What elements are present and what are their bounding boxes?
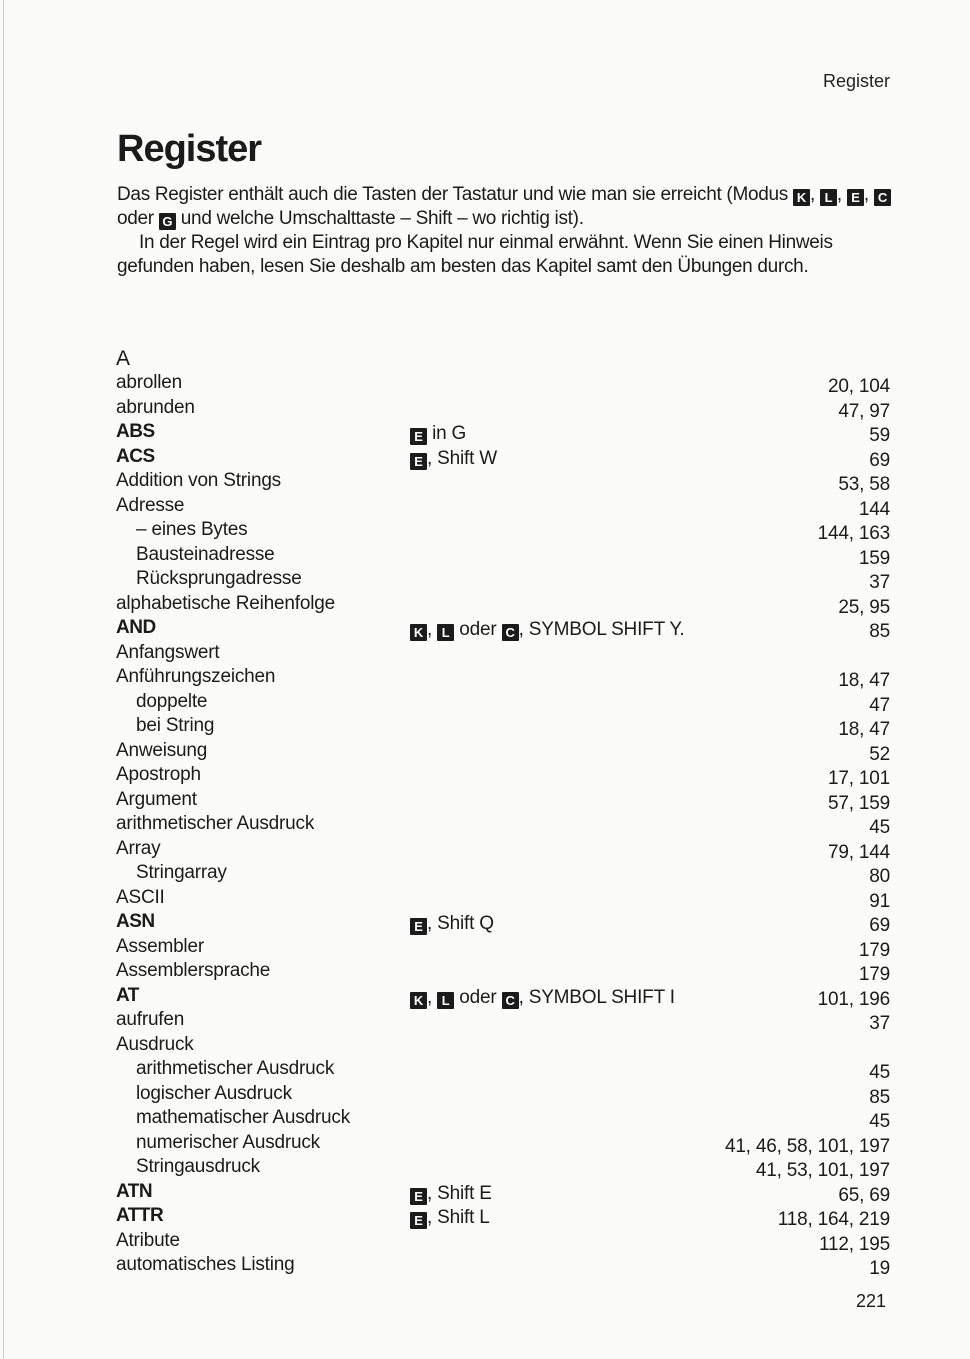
index-term: Rücksprungadresse (136, 568, 302, 589)
index-list (112, 345, 890, 1279)
index-term: bei String (136, 715, 215, 736)
key-c-icon: C (874, 189, 891, 206)
index-entry (112, 911, 890, 936)
index-entry (112, 1034, 890, 1059)
index-term: Array (116, 837, 161, 859)
page-refs: 65, 69 (838, 1184, 890, 1206)
index-term: Addition von Strings (116, 470, 281, 491)
index-term: arithmetischer Ausdruck (136, 1058, 335, 1079)
key-g-icon: G (159, 213, 176, 230)
page-refs: 69 (869, 449, 890, 471)
command-keyword: ATN (116, 1180, 153, 1202)
index-entry (112, 764, 890, 789)
index-term: Bausteinadresse (136, 543, 275, 565)
index-entry (112, 446, 890, 471)
command-keyword: AND (116, 617, 156, 638)
index-entry (112, 691, 890, 716)
section-letter: A (116, 347, 131, 370)
inline-text: , (809, 184, 820, 205)
inline-text: oder (454, 986, 502, 1008)
key-access (410, 619, 684, 641)
inline-text: , (427, 619, 438, 640)
index-entry (112, 789, 890, 814)
page-refs: 17, 101 (828, 768, 890, 789)
index-term: – eines Bytes (136, 519, 248, 540)
page-refs: 37 (869, 1013, 890, 1034)
index-term: Stringausdruck (136, 1156, 260, 1177)
index-term: Atribute (116, 1229, 180, 1251)
inline-text: , Shift L (427, 1207, 490, 1228)
page-refs: 41, 46, 58, 101, 197 (724, 1135, 890, 1157)
intro-paragraph-1 (117, 183, 893, 231)
page-refs: 112, 195 (819, 1233, 890, 1255)
index-entry (112, 421, 890, 446)
key-access (410, 987, 675, 1009)
index-term: abrunden (116, 396, 195, 418)
index-entry (112, 985, 890, 1010)
page-refs: 159 (858, 547, 890, 569)
page-refs: 20, 104 (828, 376, 890, 397)
command-keyword: ATTR (116, 1205, 164, 1226)
inline-text: , (836, 184, 847, 205)
page-title: Register (117, 128, 262, 170)
index-term: mathematischer Ausdruck (136, 1107, 350, 1128)
index-term: Anführungszeichen (116, 666, 276, 687)
page-edge (3, 0, 4, 1359)
index-entry (112, 740, 890, 765)
key-c-icon: C (502, 624, 519, 641)
page-refs: 179 (858, 964, 890, 985)
page-refs: 144, 163 (817, 523, 890, 544)
key-e-icon: E (410, 453, 427, 470)
key-k-icon: K (793, 189, 810, 206)
index-term: Anweisung (116, 739, 208, 761)
index-entry (112, 397, 890, 422)
index-term: numerischer Ausdruck (136, 1131, 320, 1153)
index-term: doppelte (136, 690, 208, 712)
index-entry (112, 519, 890, 544)
index-entry (112, 470, 890, 495)
index-entry (112, 1181, 890, 1206)
page-refs: 18, 47 (838, 670, 890, 691)
page-refs: 179 (858, 939, 890, 961)
running-head: Register (822, 71, 890, 91)
key-l-icon: L (820, 189, 837, 206)
inline-text: , Shift Q (427, 913, 494, 934)
index-term: Assembler (116, 935, 204, 957)
index-entry (112, 1156, 890, 1181)
page-refs: 47 (869, 694, 890, 716)
index-entry (112, 936, 890, 961)
page-refs: 91 (869, 890, 890, 912)
key-access (410, 913, 494, 935)
page-refs: 45 (869, 1062, 890, 1083)
key-access (410, 423, 466, 445)
index-entry (112, 1254, 890, 1279)
index-term: Assemblersprache (116, 960, 271, 981)
command-keyword: ABS (116, 421, 155, 442)
index-term: ASCII (116, 886, 165, 908)
index-entries (112, 372, 890, 1279)
page-number: 221 (855, 1291, 886, 1311)
key-access (410, 448, 497, 470)
index-term: Adresse (116, 494, 185, 516)
index-entry (112, 960, 890, 985)
index-entry (112, 838, 890, 863)
index-term: abrollen (116, 372, 183, 393)
index-entry (112, 372, 890, 397)
key-e-icon: E (847, 189, 864, 206)
index-entry (112, 617, 890, 642)
index-term: aufrufen (116, 1009, 185, 1030)
page-refs: 59 (869, 425, 890, 446)
key-l-icon: L (437, 624, 454, 641)
command-keyword: AT (116, 984, 139, 1006)
index-term: automatisches Listing (116, 1254, 295, 1275)
inline-text: , (427, 986, 438, 1008)
page-refs: 85 (869, 621, 890, 642)
page-refs: 18, 47 (838, 719, 890, 740)
page-refs: 52 (869, 743, 890, 765)
index-term: Apostroph (116, 764, 201, 785)
page-refs: 57, 159 (828, 792, 890, 814)
index-entry (112, 593, 890, 618)
key-access (410, 1183, 492, 1205)
inline-text: , SYMBOL SHIFT I (518, 986, 675, 1008)
page-refs: 41, 53, 101, 197 (755, 1160, 890, 1181)
index-entry (112, 495, 890, 520)
index-entry (112, 715, 890, 740)
key-c-icon: C (502, 992, 519, 1009)
intro-text (117, 183, 893, 279)
key-e-icon: E (410, 1212, 427, 1229)
inline-text: und welche Umschalttaste – Shift – wo richtig ist). (175, 208, 584, 229)
index-entry (112, 1205, 890, 1230)
index-term: Anfangswert (116, 641, 220, 663)
index-entry (112, 1230, 890, 1255)
index-entry (112, 666, 890, 691)
page-refs: 101, 196 (817, 988, 890, 1010)
inline-text: oder (454, 619, 502, 640)
intro-paragraph-2: In der Regel wird ein Eintrag pro Kapitel nur einmal erwähnt. Wenn Sie einen Hinweis gefunden haben, lesen Sie deshalb am besten das Kapitel samt den Übungen durch. (117, 232, 833, 277)
page-refs: 19 (869, 1258, 890, 1279)
inline-text: , SYMBOL SHIFT Y. (518, 619, 685, 640)
page-refs: 85 (869, 1086, 890, 1108)
index-entry (112, 642, 890, 667)
index-entry (112, 1107, 890, 1132)
page-refs: 69 (869, 915, 890, 936)
index-entry (112, 544, 890, 569)
index-term: Argument (116, 788, 197, 810)
page-refs: 45 (869, 817, 890, 838)
inline-text: , Shift W (427, 447, 497, 469)
key-e-icon: E (410, 918, 427, 935)
page-refs: 45 (869, 1111, 890, 1132)
inline-text: oder (117, 208, 159, 229)
index-entry (112, 862, 890, 887)
index-term: alphabetische Reihenfolge (116, 592, 335, 614)
page-refs: 118, 164, 219 (777, 1209, 890, 1230)
index-entry (112, 1083, 890, 1108)
command-keyword: ACS (116, 445, 155, 467)
index-entry (112, 1058, 890, 1083)
page-refs: 47, 97 (838, 400, 890, 422)
inline-text: Das Register enthält auch die Tasten der Tastatur und wie man sie erreicht (Modus (117, 184, 793, 205)
index-term: arithmetischer Ausdruck (116, 813, 315, 834)
key-k-icon: K (410, 992, 427, 1009)
inline-text: , Shift E (427, 1182, 492, 1204)
index-term: Stringarray (136, 862, 227, 883)
index-entry (112, 813, 890, 838)
page-refs: 53, 58 (838, 474, 890, 495)
key-l-icon: L (437, 992, 454, 1009)
inline-text: in G (427, 423, 467, 444)
index-entry (112, 568, 890, 593)
page-refs: 144 (858, 498, 890, 520)
inline-text: , (863, 184, 874, 205)
key-k-icon: K (410, 624, 427, 641)
index-entry (112, 887, 890, 912)
key-e-icon: E (410, 1188, 427, 1205)
key-e-icon: E (410, 428, 427, 445)
index-term: Ausdruck (116, 1033, 194, 1055)
index-entry (112, 1009, 890, 1034)
key-access (410, 1207, 490, 1229)
command-keyword: ASN (116, 911, 155, 932)
page-refs: 80 (869, 866, 890, 887)
index-term: logischer Ausdruck (136, 1082, 292, 1104)
page-refs: 79, 144 (828, 841, 890, 863)
page-refs: 25, 95 (838, 596, 890, 618)
index-entry (112, 1132, 890, 1157)
page-refs: 37 (869, 572, 890, 593)
